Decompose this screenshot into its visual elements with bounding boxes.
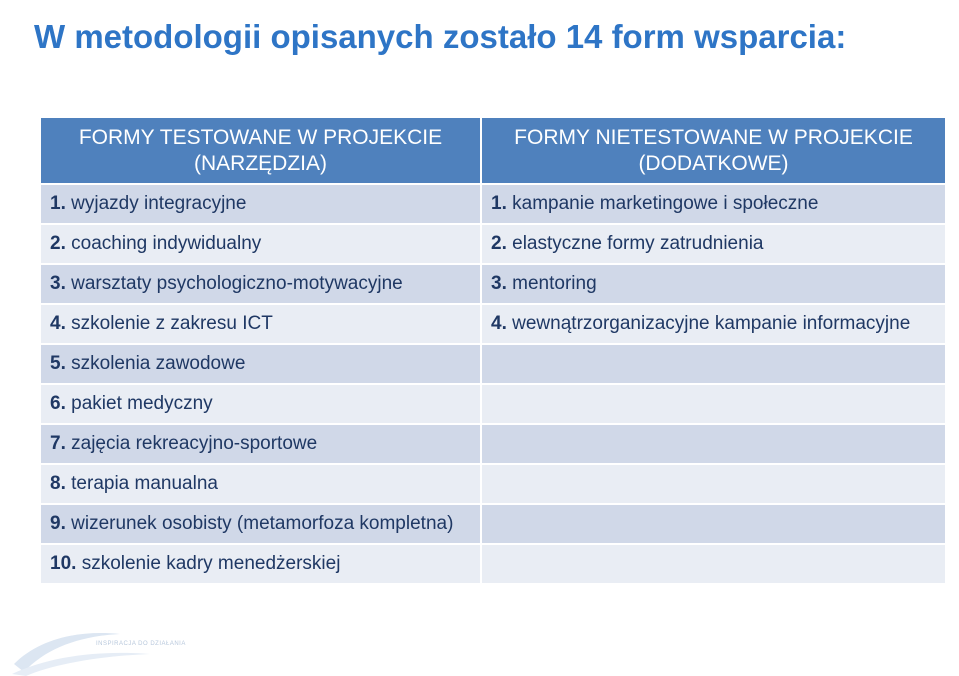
untested-cell — [481, 504, 945, 544]
table-row — [41, 504, 945, 544]
untested-cell — [481, 344, 945, 384]
item-number: 3. — [491, 273, 507, 294]
untested-cell — [481, 184, 945, 224]
header-untested-forms — [481, 118, 945, 184]
tested-cell — [41, 464, 481, 504]
tested-cell — [41, 384, 481, 424]
table-row — [41, 384, 945, 424]
tested-cell — [41, 264, 481, 304]
untested-cell — [481, 544, 945, 583]
item-number: 2. — [491, 233, 507, 254]
item-number: 4. — [50, 313, 66, 334]
header-tested-forms — [41, 118, 481, 184]
item-text: terapia manualna — [71, 473, 218, 494]
item-number: 10. — [50, 553, 77, 574]
header-line: (NARZĘDZIA) — [194, 152, 327, 175]
header-line: FORMY TESTOWANE W PROJEKCIE — [78, 126, 443, 149]
tested-cell — [41, 224, 481, 264]
untested-cell — [481, 424, 945, 464]
item-text: warsztaty psychologiczno-motywacyjne — [71, 273, 403, 294]
item-text: szkolenie kadry menedżerskiej — [81, 553, 341, 574]
table-row — [41, 464, 945, 504]
swoosh-logo-icon — [10, 620, 210, 676]
item-text: coaching indywidualny — [71, 233, 262, 254]
item-text: wewnątrzorganizacyjne kampanie informacyjne — [512, 313, 911, 334]
tested-cell — [41, 184, 481, 224]
tested-cell — [41, 304, 481, 344]
logo-tagline: INSPIRACJA DO DZIAŁANIA — [96, 641, 186, 647]
item-number: 8. — [50, 473, 66, 494]
item-text: wizerunek osobisty (metamorfoza kompletna) — [71, 513, 454, 534]
item-text: mentoring — [512, 273, 597, 294]
item-text: szkolenie z zakresu ICT — [71, 313, 273, 334]
item-number: 4. — [491, 313, 507, 334]
page-title: W metodologii opisanych zostało 14 form wsparcia: — [34, 18, 847, 55]
item-text: zajęcia rekreacyjno-sportowe — [71, 433, 318, 454]
untested-cell — [481, 304, 945, 344]
table-row — [41, 304, 945, 344]
table-header-row — [41, 118, 945, 184]
item-text: pakiet medyczny — [71, 393, 213, 414]
tested-cell — [41, 544, 481, 583]
untested-cell — [481, 464, 945, 504]
table-row — [41, 424, 945, 464]
item-number: 1. — [491, 193, 507, 214]
item-number: 6. — [50, 393, 66, 414]
table-row — [41, 344, 945, 384]
item-number: 1. — [50, 193, 66, 214]
header-line: (DODATKOWE) — [638, 152, 789, 175]
item-number: 2. — [50, 233, 66, 254]
tested-cell — [41, 424, 481, 464]
untested-cell — [481, 224, 945, 264]
untested-cell — [481, 264, 945, 304]
item-number: 5. — [50, 353, 66, 374]
untested-cell — [481, 384, 945, 424]
table-row — [41, 184, 945, 224]
item-text: wyjazdy integracyjne — [71, 193, 247, 214]
table-row — [41, 224, 945, 264]
item-number: 7. — [50, 433, 66, 454]
item-text: szkolenia zawodowe — [71, 353, 246, 374]
table-row — [41, 264, 945, 304]
support-forms-table — [41, 118, 945, 583]
item-number: 3. — [50, 273, 66, 294]
item-text: kampanie marketingowe i społeczne — [512, 193, 819, 214]
header-line: FORMY NIETESTOWANE W PROJEKCIE — [514, 126, 913, 149]
item-text: elastyczne formy zatrudnienia — [512, 233, 764, 254]
table-row — [41, 544, 945, 583]
item-number: 9. — [50, 513, 66, 534]
tested-cell — [41, 504, 481, 544]
tested-cell — [41, 344, 481, 384]
